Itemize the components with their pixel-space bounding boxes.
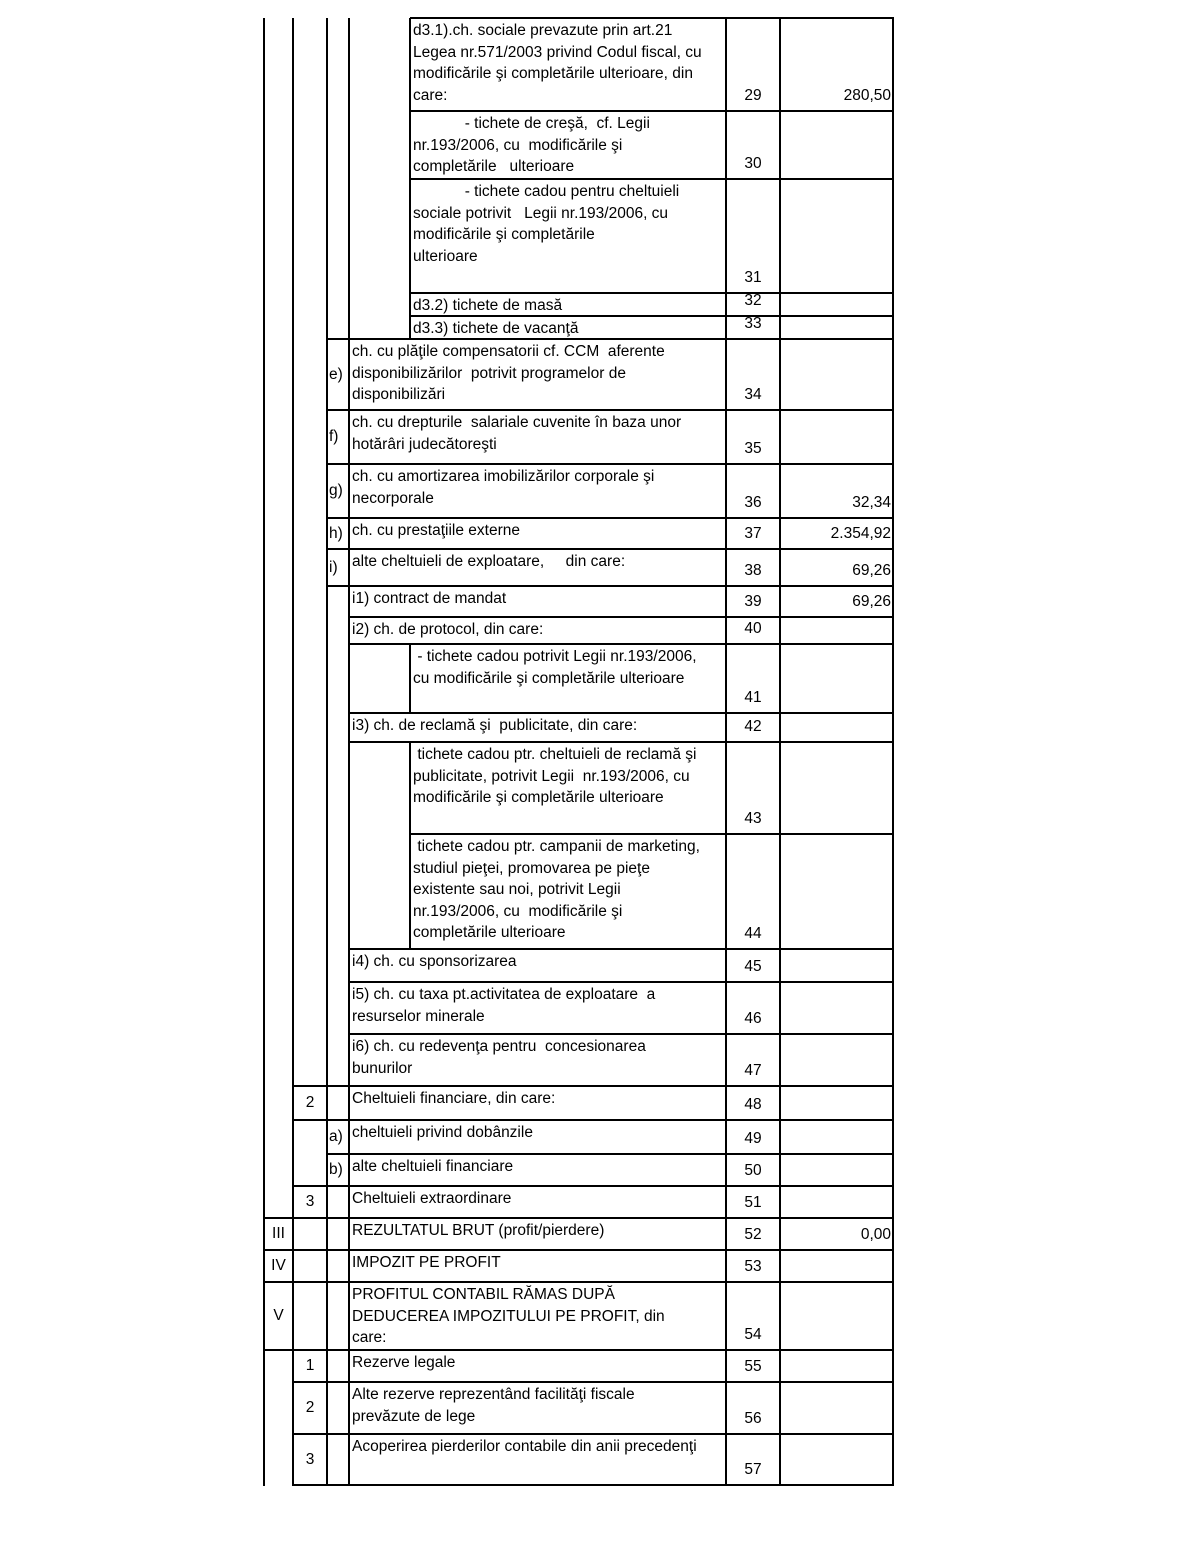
table-rule-h <box>349 712 894 714</box>
table-rule-h <box>410 833 894 835</box>
row-code: 53 <box>744 1258 762 1275</box>
row-code: 33 <box>744 315 762 332</box>
row-code: 51 <box>744 1194 762 1211</box>
table-rule-h <box>327 463 894 465</box>
table-rule-v <box>409 644 411 714</box>
row-description: i4) ch. cu sponsorizarea <box>352 953 517 970</box>
row-number: 2 <box>305 1399 315 1416</box>
table-rule-h <box>264 1249 894 1251</box>
row-description: Cheltuieli extraordinare <box>352 1190 512 1207</box>
table-rule-v <box>409 742 411 950</box>
row-description: PROFITUL CONTABIL RĂMAS DUPĂ DEDUCEREA IMPOZITULUI PE PROFIT, din care: <box>352 1286 665 1346</box>
row-code: 41 <box>744 689 762 706</box>
row-description: ch. cu amortizarea imobilizărilor corporale şi necorporale <box>352 468 655 507</box>
table-rule-h <box>327 548 894 550</box>
row-description: i5) ch. cu taxa pt.activitatea de exploatare a resurselor minerale <box>352 986 656 1025</box>
row-code: 56 <box>744 1410 762 1427</box>
row-description: Cheltuieli financiare, din care: <box>352 1090 556 1107</box>
table-rule-h <box>410 292 894 294</box>
table-rule-h <box>293 1484 894 1486</box>
row-number: 3 <box>305 1193 315 1210</box>
row-code: 35 <box>744 440 762 457</box>
table-rule-h <box>349 1033 894 1035</box>
table-rule-h <box>264 1349 894 1351</box>
table-rule-h <box>410 17 894 19</box>
row-description: ch. cu plăţile compensatorii cf. CCM aferente disponibilizărilor potrivit programelor de disponibilizări <box>352 343 665 403</box>
row-code: 52 <box>744 1226 762 1243</box>
row-code: 39 <box>744 593 762 610</box>
row-description: Acoperirea pierderilor contabile din anii precedenţi <box>352 1438 697 1455</box>
row-description: - tichete de creşă, cf. Legii nr.193/2006, cu modificările şi completările ulterioare <box>413 115 650 175</box>
row-description: alte cheltuieli financiare <box>352 1158 514 1175</box>
table-rule-h <box>349 981 894 983</box>
row-code: 37 <box>744 525 762 542</box>
row-value: 32,34 <box>852 494 891 511</box>
row-description: i3) ch. de reclamă şi publicitate, din care: <box>352 717 638 734</box>
row-code: 31 <box>744 269 762 286</box>
row-roman: III <box>272 1225 285 1242</box>
row-description: ch. cu prestaţiile externe <box>352 522 521 539</box>
row-code: 46 <box>744 1010 762 1027</box>
row-code: 30 <box>744 155 762 172</box>
row-description: i6) ch. cu redevenţa pentru concesionarea bunurilor <box>352 1038 646 1077</box>
row-description: ch. cu drepturile salariale cuvenite în baza unor hotărâri judecătoreşti <box>352 414 682 453</box>
row-letter: a) <box>329 1128 343 1145</box>
table-rule-h <box>293 1381 894 1383</box>
row-number: 1 <box>305 1357 315 1374</box>
row-number: 3 <box>305 1450 315 1468</box>
table-rule-v <box>326 18 328 1486</box>
table-rule-h <box>293 1185 894 1187</box>
table-rule-h <box>264 1217 894 1219</box>
row-description: - tichete cadou pentru cheltuieli sociale potrivit Legii nr.193/2006, cu modificările şi completările ulterioare <box>413 183 680 265</box>
row-code: 45 <box>744 958 762 975</box>
table-rule-h <box>349 948 894 950</box>
row-description: i2) ch. de protocol, din care: <box>352 621 544 638</box>
row-description: REZULTATUL BRUT (profit/pierdere) <box>352 1222 605 1239</box>
row-description: tichete cadou ptr. cheltuieli de reclamă şi publicitate, potrivit Legii nr.193/2006, cu modificările şi completările ulterioare <box>413 746 697 806</box>
table-rule-v <box>892 18 894 1486</box>
row-code: 42 <box>744 718 762 735</box>
table-rule-h <box>293 1119 894 1121</box>
table-rule-v <box>348 18 350 1486</box>
row-letter: g) <box>329 482 343 499</box>
row-description: d3.2) tichete de masă <box>413 297 563 314</box>
row-letter: h) <box>329 524 343 542</box>
row-description: Alte rezerve reprezentând facilităţi fiscale prevăzute de lege <box>352 1386 635 1425</box>
row-code: 57 <box>744 1461 762 1478</box>
row-code: 32 <box>744 292 762 309</box>
row-description: d3.1).ch. sociale prevazute prin art.21 Legea nr.571/2003 privind Codul fiscal, cu modificările şi completările ulterioare, din care: <box>413 22 702 104</box>
row-value: 69,26 <box>852 593 891 610</box>
row-roman: IV <box>271 1257 286 1274</box>
table-rule-h <box>327 585 894 587</box>
row-letter: b) <box>329 1161 343 1178</box>
row-code: 43 <box>744 810 762 827</box>
row-description: alte cheltuieli de exploatare, din care: <box>352 553 626 570</box>
row-letter: e) <box>329 365 343 383</box>
row-code: 38 <box>744 562 762 579</box>
row-code: 54 <box>744 1326 762 1343</box>
table-rule-v <box>409 18 411 340</box>
table-rule-h <box>349 643 894 645</box>
table-rule-h <box>410 178 894 180</box>
row-value: 2.354,92 <box>830 525 891 542</box>
table-rule-h <box>410 110 894 112</box>
row-code: 40 <box>744 620 762 637</box>
table-rule-h <box>327 409 894 411</box>
table-rule-h <box>293 1433 894 1435</box>
table-rule-h <box>327 1153 894 1155</box>
row-letter: i) <box>329 558 338 576</box>
row-code: 44 <box>744 925 762 942</box>
row-letter: f) <box>329 428 339 445</box>
row-description: Rezerve legale <box>352 1354 456 1371</box>
row-code: 55 <box>744 1358 762 1375</box>
row-value: 280,50 <box>843 87 891 104</box>
row-code: 50 <box>744 1162 762 1179</box>
row-value: 0,00 <box>860 1226 891 1243</box>
row-description: IMPOZIT PE PROFIT <box>352 1254 501 1271</box>
row-description: tichete cadou ptr. campanii de marketing, studiul pieţei, promovarea pe pieţe existente sau noi, potrivit Legii nr.193/2006, cu modificările şi completările ulterioare <box>413 838 700 941</box>
row-code: 47 <box>744 1062 762 1079</box>
row-code: 34 <box>744 386 762 403</box>
row-value: 69,26 <box>852 562 891 579</box>
row-code: 49 <box>744 1130 762 1147</box>
row-code: 29 <box>744 87 762 104</box>
row-description: i1) contract de mandat <box>352 590 507 607</box>
table-rule-h <box>349 741 894 743</box>
table-rule-h <box>264 1281 894 1283</box>
table-rule-h <box>293 1085 894 1087</box>
row-roman: V <box>273 1307 284 1324</box>
table-rule-h <box>349 616 894 618</box>
row-number: 2 <box>305 1094 315 1111</box>
row-description: - tichete cadou potrivit Legii nr.193/2006, cu modificările şi completările ulterioare <box>413 648 697 687</box>
row-description: cheltuieli privind dobânzile <box>352 1124 533 1141</box>
table-rule-h <box>327 517 894 519</box>
row-description: d3.3) tichete de vacanţă <box>413 320 579 337</box>
row-code: 36 <box>744 494 762 511</box>
row-code: 48 <box>744 1096 762 1113</box>
